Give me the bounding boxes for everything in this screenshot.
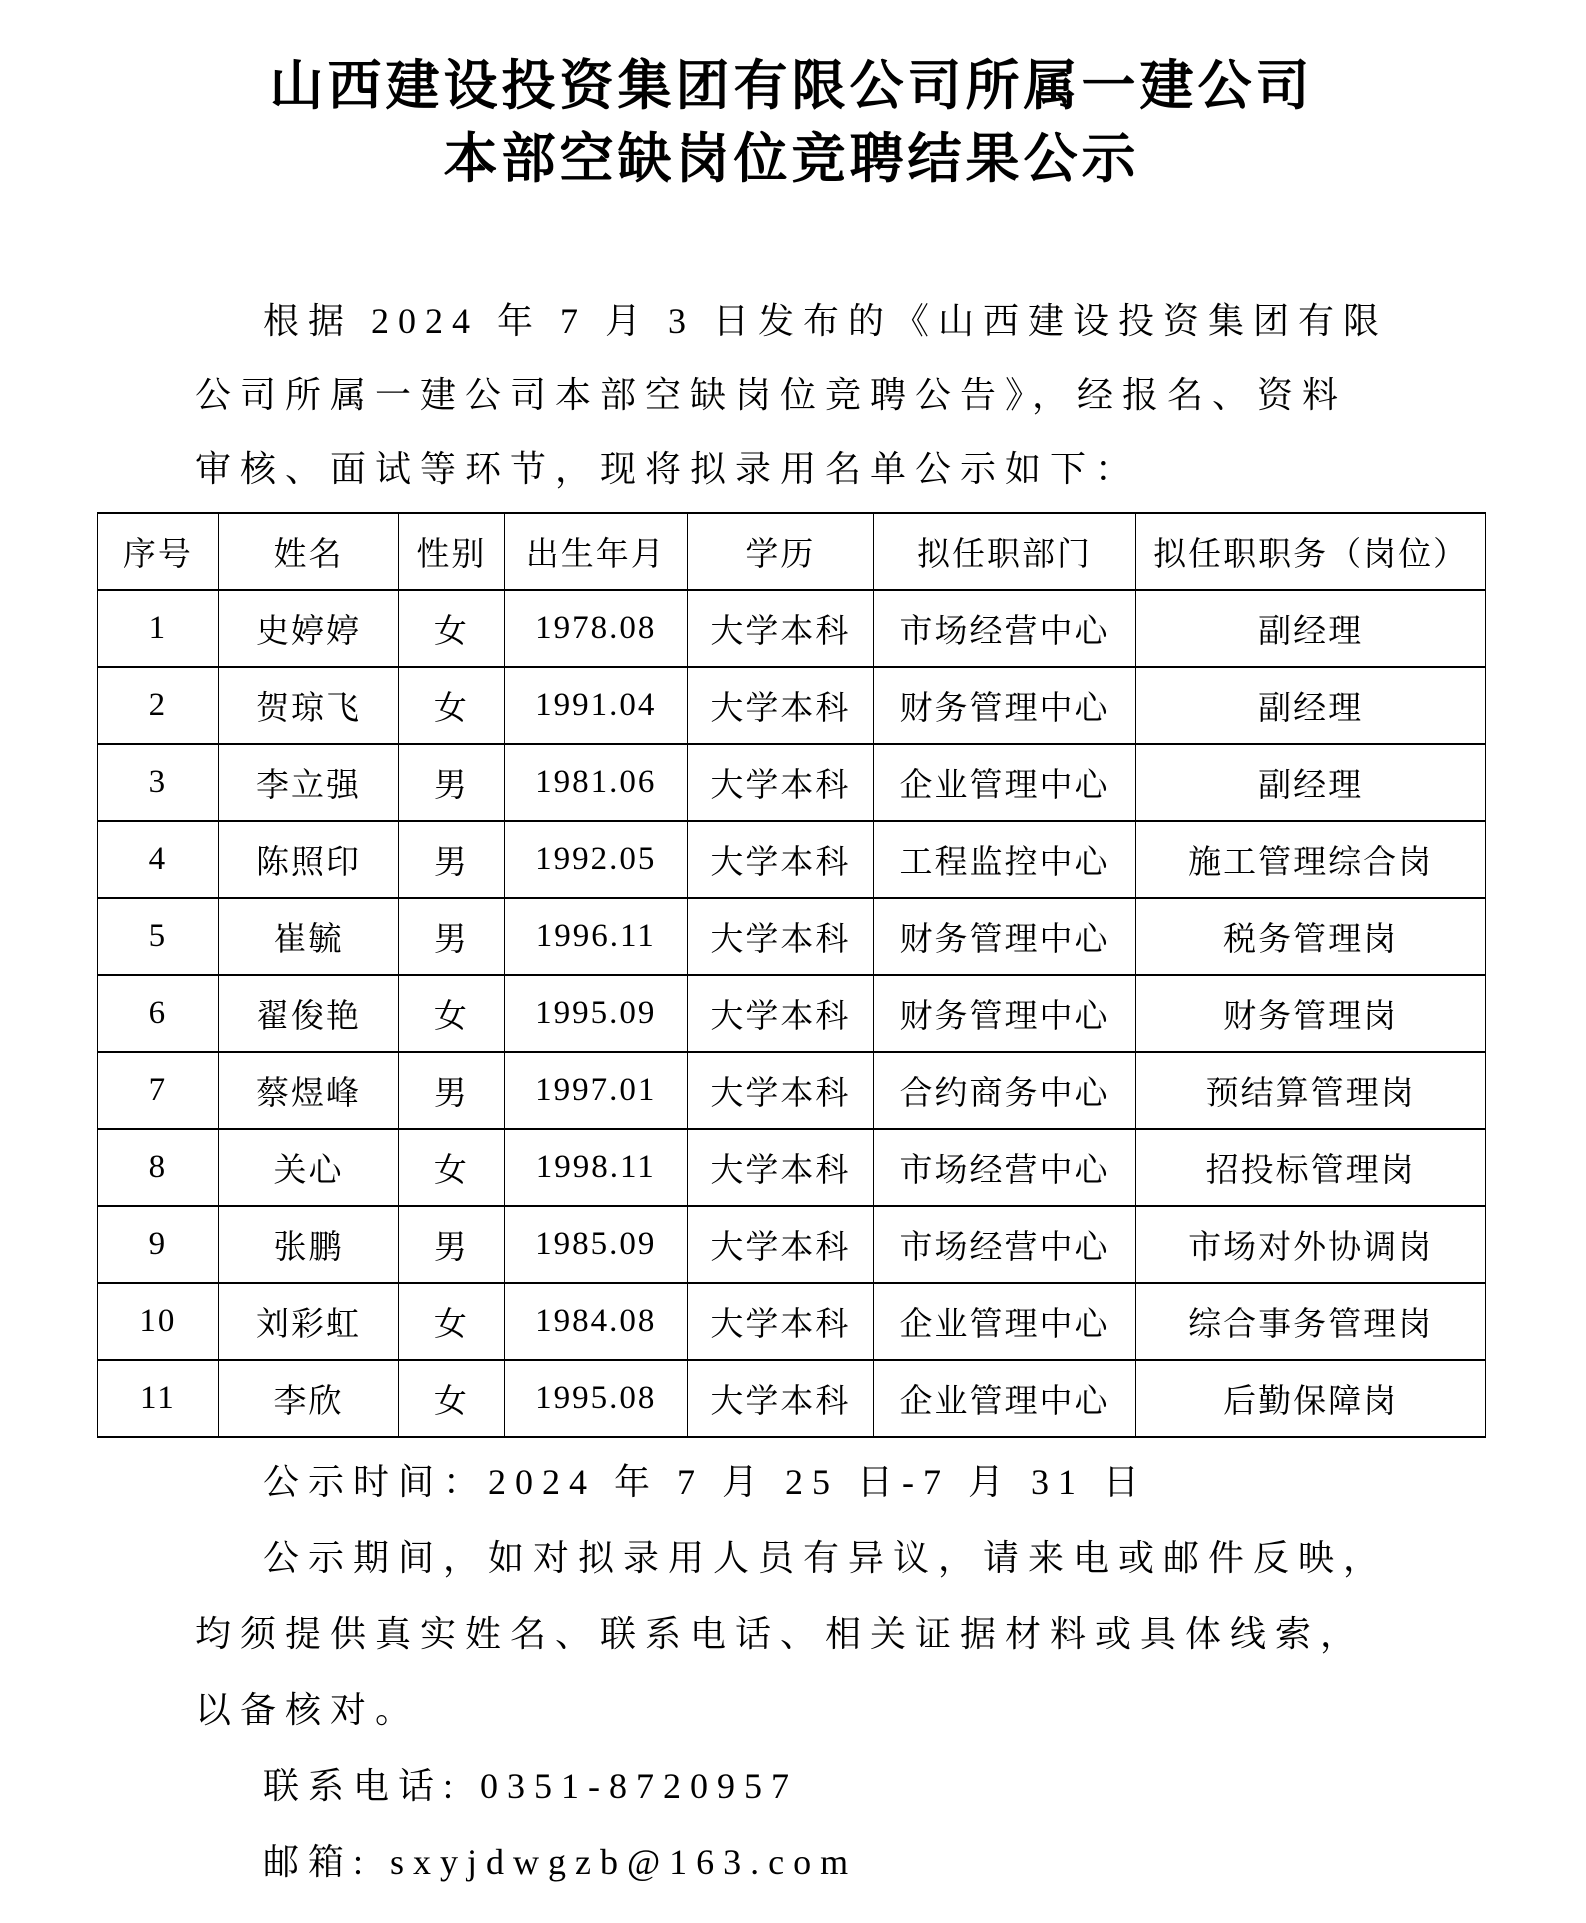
table-cell: 女 <box>399 975 504 1052</box>
table-cell: 男 <box>399 1206 504 1283</box>
table-cell: 翟俊艳 <box>218 975 398 1052</box>
table-row <box>98 667 1486 744</box>
table-cell: 女 <box>399 590 504 667</box>
table-cell: 1997.01 <box>504 1052 687 1129</box>
intro-paragraph <box>195 284 1486 506</box>
table-cell: 财务管理中心 <box>873 975 1135 1052</box>
footer-paragraph <box>195 1444 1486 1900</box>
table-cell: 女 <box>399 1360 504 1437</box>
table-row <box>98 590 1486 667</box>
table-cell: 1981.06 <box>504 744 687 821</box>
table-cell: 大学本科 <box>687 898 873 975</box>
table-cell: 大学本科 <box>687 1052 873 1129</box>
contact-email-line: 邮箱: sxyjdwgzb@163.com <box>263 1842 858 1882</box>
intro-line: 审核、面试等环节，现将拟录用名单公示如下： <box>195 449 1141 489</box>
header-cell-index: 序号 <box>98 513 219 590</box>
results-table <box>97 512 1486 1438</box>
contact-phone-line: 联系电话: 0351-8720957 <box>263 1766 798 1806</box>
table-cell: 税务管理岗 <box>1136 898 1486 975</box>
table-cell: 1985.09 <box>504 1206 687 1283</box>
publicity-period-line: 公示时间：2024 年 7 月 25 日-7 月 31 日 <box>263 1462 1148 1502</box>
intro-line: 根据 2024 年 7 月 3 日发布的《山西建设投资集团有限 <box>263 301 1389 341</box>
table-cell: 大学本科 <box>687 975 873 1052</box>
table-cell: 张鹏 <box>218 1206 398 1283</box>
table-cell: 企业管理中心 <box>873 744 1135 821</box>
table-cell: 预结算管理岗 <box>1136 1052 1486 1129</box>
table-cell: 1998.11 <box>504 1129 687 1206</box>
table-cell: 2 <box>98 667 219 744</box>
table-row <box>98 1206 1486 1283</box>
page-title-line1: 山西建设投资集团有限公司所属一建公司 <box>269 56 1314 116</box>
table-cell: 市场经营中心 <box>873 590 1135 667</box>
header-cell-position: 拟任职职务（岗位） <box>1136 513 1486 590</box>
table-cell: 1978.08 <box>504 590 687 667</box>
table-cell: 男 <box>399 898 504 975</box>
table-body <box>98 590 1486 1437</box>
table-cell: 男 <box>399 744 504 821</box>
table-cell: 女 <box>399 667 504 744</box>
table-cell: 7 <box>98 1052 219 1129</box>
table-row <box>98 898 1486 975</box>
table-cell: 施工管理综合岗 <box>1136 821 1486 898</box>
table-cell: 市场对外协调岗 <box>1136 1206 1486 1283</box>
table-cell: 10 <box>98 1283 219 1360</box>
table-cell: 大学本科 <box>687 821 873 898</box>
header-cell-gender: 性别 <box>399 513 504 590</box>
table-cell: 财务管理岗 <box>1136 975 1486 1052</box>
table-cell: 企业管理中心 <box>873 1283 1135 1360</box>
header-cell-birthdate: 出生年月 <box>504 513 687 590</box>
page-title-line2: 本部空缺岗位竞聘结果公示 <box>443 129 1140 189</box>
table-cell: 9 <box>98 1206 219 1283</box>
table-cell: 6 <box>98 975 219 1052</box>
table-cell: 1995.08 <box>504 1360 687 1437</box>
table-cell: 女 <box>399 1283 504 1360</box>
table-cell: 1992.05 <box>504 821 687 898</box>
table-row <box>98 1052 1486 1129</box>
table-cell: 合约商务中心 <box>873 1052 1135 1129</box>
table-cell: 陈照印 <box>218 821 398 898</box>
table-cell: 副经理 <box>1136 590 1486 667</box>
table-cell: 8 <box>98 1129 219 1206</box>
table-cell: 蔡煜峰 <box>218 1052 398 1129</box>
table-cell: 1991.04 <box>504 667 687 744</box>
table-cell: 1995.09 <box>504 975 687 1052</box>
table-row <box>98 744 1486 821</box>
table-cell: 大学本科 <box>687 744 873 821</box>
objection-notice-line: 以备核对。 <box>195 1690 421 1730</box>
table-cell: 大学本科 <box>687 1283 873 1360</box>
table-cell: 大学本科 <box>687 1129 873 1206</box>
table-cell: 11 <box>98 1360 219 1437</box>
table-cell: 副经理 <box>1136 667 1486 744</box>
table-cell: 大学本科 <box>687 1206 873 1283</box>
table-row <box>98 975 1486 1052</box>
table-cell: 市场经营中心 <box>873 1129 1135 1206</box>
table-cell: 大学本科 <box>687 1360 873 1437</box>
table-cell: 男 <box>399 821 504 898</box>
page-title <box>97 50 1486 196</box>
objection-notice-line: 公示期间，如对拟录用人员有异议，请来电或邮件反映， <box>263 1538 1389 1578</box>
table-cell: 贺琼飞 <box>218 667 398 744</box>
table-cell: 刘彩虹 <box>218 1283 398 1360</box>
table-cell: 财务管理中心 <box>873 667 1135 744</box>
table-cell: 大学本科 <box>687 590 873 667</box>
table-cell: 1996.11 <box>504 898 687 975</box>
header-cell-education: 学历 <box>687 513 873 590</box>
header-cell-name: 姓名 <box>218 513 398 590</box>
table-cell: 财务管理中心 <box>873 898 1135 975</box>
table-row <box>98 1129 1486 1206</box>
table-row <box>98 1360 1486 1437</box>
table-cell: 后勤保障岗 <box>1136 1360 1486 1437</box>
table-cell: 崔毓 <box>218 898 398 975</box>
table-cell: 1984.08 <box>504 1283 687 1360</box>
table-cell: 市场经营中心 <box>873 1206 1135 1283</box>
table-cell: 女 <box>399 1129 504 1206</box>
header-cell-department: 拟任职部门 <box>873 513 1135 590</box>
table-cell: 4 <box>98 821 219 898</box>
table-cell: 5 <box>98 898 219 975</box>
table-cell: 企业管理中心 <box>873 1360 1135 1437</box>
table-header-row <box>98 513 1486 590</box>
table-cell: 1 <box>98 590 219 667</box>
table-cell: 李欣 <box>218 1360 398 1437</box>
intro-line: 公司所属一建公司本部空缺岗位竞聘公告》，经报名、资料 <box>195 375 1348 415</box>
table-cell: 关心 <box>218 1129 398 1206</box>
table-cell: 李立强 <box>218 744 398 821</box>
table-cell: 招投标管理岗 <box>1136 1129 1486 1206</box>
table-cell: 副经理 <box>1136 744 1486 821</box>
table-row <box>98 821 1486 898</box>
table-cell: 综合事务管理岗 <box>1136 1283 1486 1360</box>
table-cell: 史婷婷 <box>218 590 398 667</box>
table-cell: 3 <box>98 744 219 821</box>
objection-notice-line: 均须提供真实姓名、联系电话、相关证据材料或具体线索， <box>195 1614 1366 1654</box>
table-cell: 男 <box>399 1052 504 1129</box>
table-cell: 工程监控中心 <box>873 821 1135 898</box>
table-cell: 大学本科 <box>687 667 873 744</box>
table-row <box>98 1283 1486 1360</box>
